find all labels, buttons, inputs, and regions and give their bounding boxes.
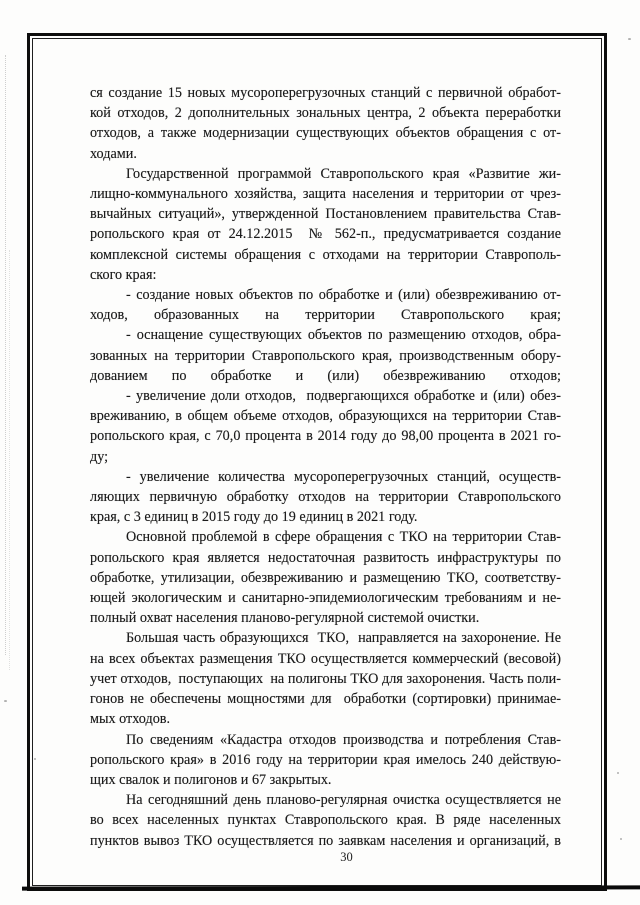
text-line: щих свалок и полигонов и 67 закрытых.: [90, 771, 332, 788]
page-number: 30: [340, 850, 353, 864]
paragraph: [90, 325, 561, 386]
paragraph: [90, 790, 561, 851]
text-line: пунктов вывоз ТКО осуществляется по заявкам населения и организаций, в: [90, 832, 561, 849]
text-line: на всех объектах размещения ТКО осуществляется коммерческий (весовой): [90, 650, 561, 667]
scan-dotted-margin: [9, 250, 10, 670]
paragraph: [90, 285, 561, 325]
scan-speck: [617, 772, 619, 774]
text-line: ропольского края, с 70,0 процента в 2014 году до 98,00 процента в 2021 го-: [90, 428, 561, 445]
text-line: комплексной системы обращения с отходами на территории Ставрополь-: [90, 246, 561, 263]
text-line: лищно-коммунального хозяйства, защита населения и территории от чрез-: [90, 186, 561, 203]
text-line: - оснащение существующих объектов по размещению отходов, обра-: [126, 327, 561, 344]
text-line: во всех населенных пунктах Ставропольского края. В ряде населенных: [90, 812, 561, 829]
text-line: ходов, образованных на территории Ставропольского края;: [90, 307, 561, 324]
scan-speck: [620, 838, 622, 840]
text-line: отходов, а также модернизации существующих объектов обращения с от-: [90, 125, 561, 142]
text-line: гонов не обеспечены мощностями для обработки (сортировки) принимае-: [90, 691, 561, 708]
text-line: края, с 3 единиц в 2015 году до 19 единиц в 2021 году.: [90, 509, 418, 526]
text-line: - увеличение доли отходов, подвергающихся обработке и (или) обез-: [126, 388, 561, 405]
text-line: ропольского края является недостаточная развитость инфраструктуры по: [90, 549, 561, 566]
text-line: обработке, утилизации, обезвреживанию и размещению ТКО, соответству-: [90, 569, 561, 586]
text-line: зованных на территории Ставропольского края, производственным обору-: [90, 347, 561, 364]
text-line: Основной проблемой в сфере обращения с ТКО на территории Став-: [126, 529, 561, 546]
text-line: мых отходов.: [90, 711, 171, 728]
text-line: - увеличение количества мусороперегрузочных станций, осуществ-: [126, 468, 561, 485]
text-line: По сведениям «Кадастра отходов производства и потребления Став-: [126, 731, 561, 748]
text-line: учет отходов, поступающих на полигоны ТКО для захоронения. Часть поли-: [90, 670, 561, 687]
text-line: ходами.: [90, 145, 137, 162]
text-line: Государственной программой Ставропольского края «Развитие жи-: [126, 165, 561, 182]
text-line: Большая часть образующихся ТКО, направляется на захоронение. Не: [126, 630, 561, 647]
scan-speck: [628, 38, 631, 40]
text-line: полный охват населения планово-регулярной системой очистки.: [90, 610, 480, 627]
text-line: ского края:: [90, 266, 157, 283]
paragraph: [90, 386, 561, 467]
text-line: ся создание 15 новых мусороперегрузочных станций с первичной обработ-: [90, 85, 561, 101]
paragraph: [90, 628, 561, 729]
paragraph: [90, 467, 561, 528]
paragraph: [90, 83, 561, 164]
text-line: На сегодняшний день планово-регулярная очистка осуществляется не: [126, 792, 561, 809]
paragraph: [90, 164, 561, 285]
text-line: ющей экологическим и санитарно-эпидемиологическим требованиям и не-: [90, 590, 561, 607]
text-line: кой отходов, 2 дополнительных зональных центра, 2 объекта переработки: [90, 105, 561, 122]
scan-dotted-margin: [5, 55, 6, 655]
text-line: ду;: [90, 448, 109, 465]
paragraph: [90, 730, 561, 791]
text-line: вычайных ситуаций», утвержденной Постановлением правительства Став-: [90, 206, 561, 223]
text-line: ропольского края» в 2016 году на территории края имелось 240 действую-: [90, 751, 561, 768]
document-body: [90, 83, 561, 851]
scan-speck: [4, 700, 7, 702]
text-line: дованием по обработке и (или) обезвреживанию отходов;: [90, 367, 561, 384]
paragraph: [90, 527, 561, 628]
text-line: - создание новых объектов по обработке и (или) обезвреживанию от-: [126, 287, 561, 304]
text-line: ропольского края от 24.12.2015 № 562-п., предусматривается создание: [90, 226, 561, 243]
text-line: ляющих первичную обработку отходов на территории Ставропольского: [90, 489, 561, 506]
text-line: вреживанию, в общем объеме отходов, образующихся на территории Став-: [90, 408, 561, 425]
